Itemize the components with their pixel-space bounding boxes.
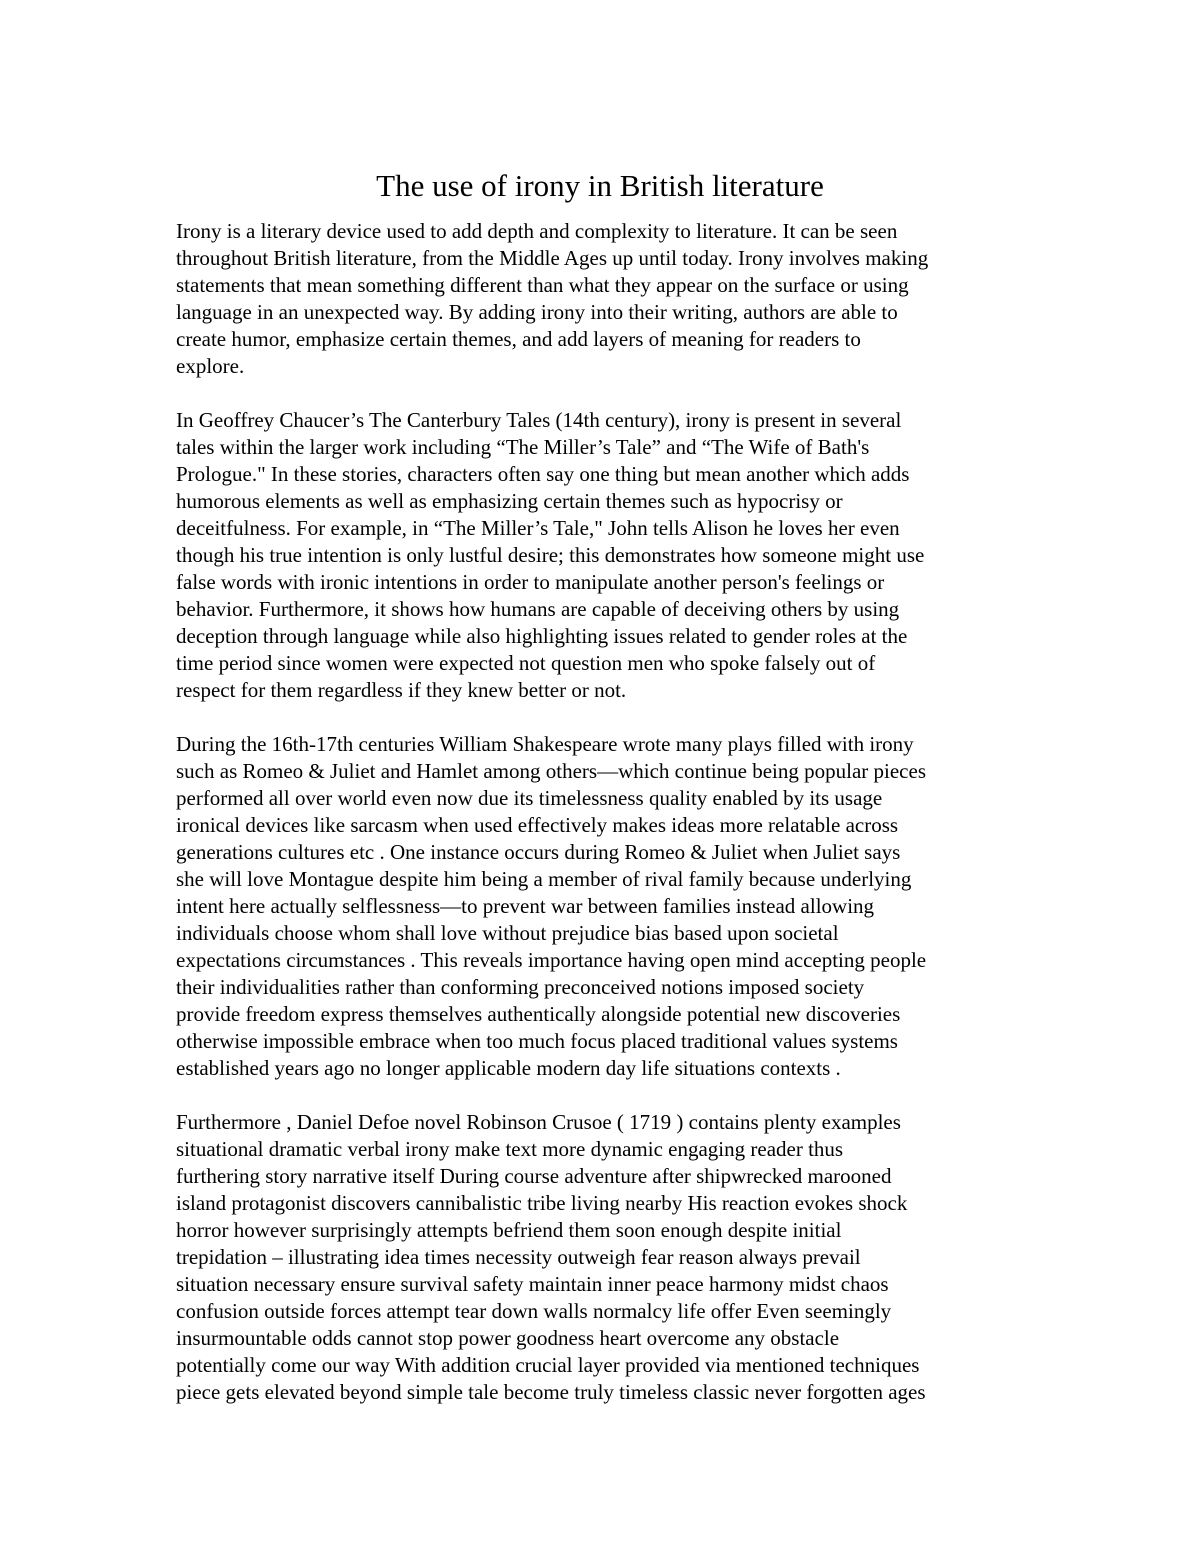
text-line: language in an unexpected way. By adding irony into their writing, authors are able to xyxy=(176,300,898,324)
text-line: otherwise impossible embrace when too much focus placed traditional values systems xyxy=(176,1029,898,1053)
text-line: throughout British literature, from the Middle Ages up until today. Irony involves making xyxy=(176,246,929,270)
text-line: established years ago no longer applicable modern day life situations contexts . xyxy=(176,1056,841,1080)
text-line: Prologue." In these stories, characters often say one thing but mean another which adds xyxy=(176,462,910,486)
text-line: performed all over world even now due its timelessness quality enabled by its usage xyxy=(176,786,883,810)
text-line: horror however surprisingly attempts befriend them soon enough despite initial xyxy=(176,1218,842,1242)
text-line: intent here actually selflessness—to prevent war between families instead allowing xyxy=(176,894,875,918)
text-line: deception through language while also highlighting issues related to gender roles at the xyxy=(176,624,908,648)
text-line: their individualities rather than conforming preconceived notions imposed society xyxy=(176,975,865,999)
text-line: furthering story narrative itself During course adventure after shipwrecked marooned xyxy=(176,1164,892,1188)
text-line: Irony is a literary device used to add depth and complexity to literature. It can be seen xyxy=(176,219,898,243)
text-line: piece gets elevated beyond simple tale become truly timeless classic never forgotten ages xyxy=(176,1380,926,1404)
text-line: explore. xyxy=(176,354,245,378)
text-line: humorous elements as well as emphasizing certain themes such as hypocrisy or xyxy=(176,489,843,513)
paragraph-gap xyxy=(176,1082,1036,1109)
document-body xyxy=(176,218,1036,1406)
text-line: false words with ironic intentions in order to manipulate another person's feelings or xyxy=(176,570,885,594)
text-line: trepidation – illustrating idea times necessity outweigh fear reason always prevail xyxy=(176,1245,861,1269)
text-line: situation necessary ensure survival safety maintain inner peace harmony midst chaos xyxy=(176,1272,889,1296)
text-line: deceitfulness. For example, in “The Miller’s Tale," John tells Alison he loves her even xyxy=(176,516,900,540)
paragraph-gap xyxy=(176,380,1036,407)
text-line: time period since women were expected not question men who spoke falsely out of xyxy=(176,651,876,675)
paragraph-3 xyxy=(176,731,1036,1082)
text-line: tales within the larger work including “The Miller’s Tale” and “The Wife of Bath's xyxy=(176,435,870,459)
text-line: Furthermore , Daniel Defoe novel Robinson Crusoe ( 1719 ) contains plenty examples xyxy=(176,1110,901,1134)
text-line: ironical devices like sarcasm when used effectively makes ideas more relatable across xyxy=(176,813,899,837)
text-line: During the 16th-17th centuries William Shakespeare wrote many plays filled with irony xyxy=(176,732,914,756)
text-line: she will love Montague despite him being a member of rival family because underlying xyxy=(176,867,912,891)
text-line: insurmountable odds cannot stop power goodness heart overcome any obstacle xyxy=(176,1326,840,1350)
paragraph-gap xyxy=(176,704,1036,731)
text-line: behavior. Furthermore, it shows how humans are capable of deceiving others by using xyxy=(176,597,900,621)
paragraph-2 xyxy=(176,407,1036,704)
text-line: though his true intention is only lustful desire; this demonstrates how someone might use xyxy=(176,543,925,567)
text-line: generations cultures etc . One instance occurs during Romeo & Juliet when Juliet says xyxy=(176,840,901,864)
text-line: provide freedom express themselves authentically alongside potential new discoveries xyxy=(176,1002,901,1026)
text-line: create humor, emphasize certain themes, and add layers of meaning for readers to xyxy=(176,327,861,351)
text-line: island protagonist discovers cannibalistic tribe living nearby His reaction evokes shock xyxy=(176,1191,908,1215)
text-line: such as Romeo & Juliet and Hamlet among others—which continue being popular pieces xyxy=(176,759,926,783)
document-title: The use of irony in British literature xyxy=(376,168,824,203)
text-line: expectations circumstances . This reveals importance having open mind accepting people xyxy=(176,948,927,972)
paragraph-1 xyxy=(176,218,1036,380)
text-line: individuals choose whom shall love without prejudice bias based upon societal xyxy=(176,921,839,945)
text-line: In Geoffrey Chaucer’s The Canterbury Tales (14th century), irony is present in several xyxy=(176,408,902,432)
text-line: statements that mean something different than what they appear on the surface or using xyxy=(176,273,909,297)
text-line: situational dramatic verbal irony make text more dynamic engaging reader thus xyxy=(176,1137,844,1161)
text-line: potentially come our way With addition crucial layer provided via mentioned techniques xyxy=(176,1353,920,1377)
text-line: confusion outside forces attempt tear down walls normalcy life offer Even seemingly xyxy=(176,1299,892,1323)
text-line: respect for them regardless if they knew better or not. xyxy=(176,678,627,702)
paragraph-4 xyxy=(176,1109,1036,1406)
